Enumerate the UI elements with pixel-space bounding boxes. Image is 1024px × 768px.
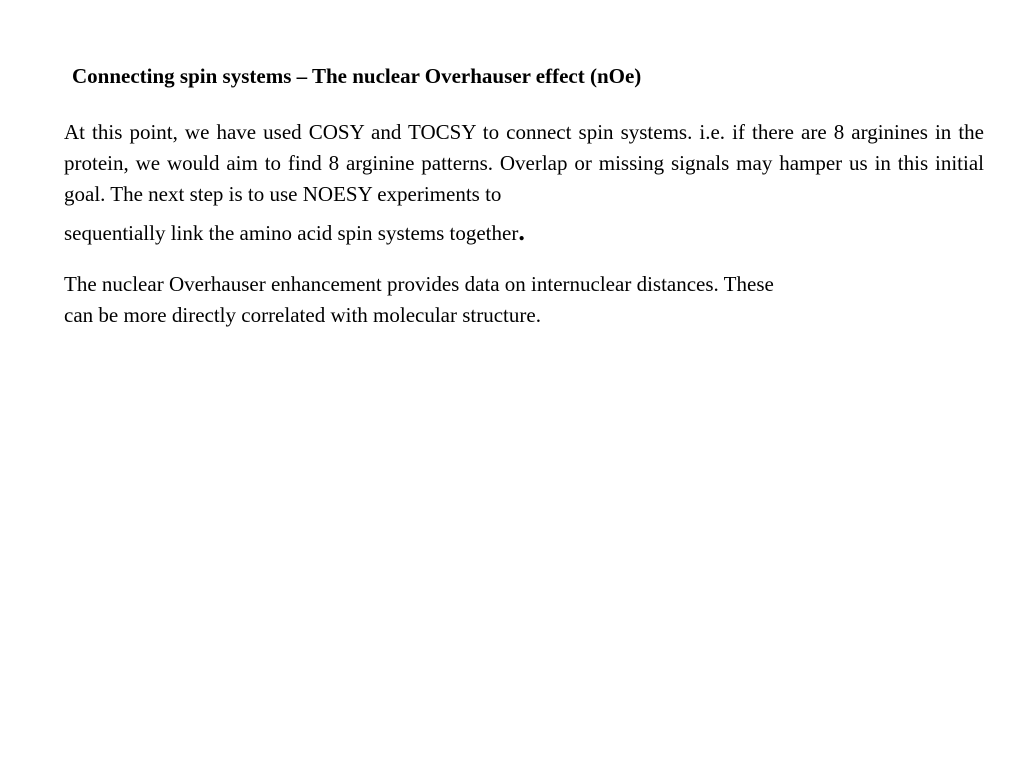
paragraph-noe-line-2: can be more directly correlated with molecular structure. [64,303,541,327]
slide-title: Connecting spin systems – The nuclear Overhauser effect (nOe) [72,64,642,88]
paragraph-cosy-tocsy [64,117,984,249]
paragraph-cosy-tocsy-last-line-text: sequentially link the amino acid spin systems together [64,221,519,245]
paragraph-noe-line-1: The nuclear Overhauser enhancement provides data on internuclear distances. These [64,272,774,296]
paragraph-cosy-tocsy-body: At this point, we have used COSY and TOCSY to connect spin systems. i.e. if there are 8 arginines in the protein, we would aim to find 8 arginine patterns. Overlap or missing signals may hamper us in this initial goal. The next step is to use NOESY experiments to [64,120,984,206]
paragraph-noe-distances [64,269,964,331]
paragraph-cosy-tocsy-last-line [64,216,984,249]
paragraph-end-period: . [518,217,525,246]
